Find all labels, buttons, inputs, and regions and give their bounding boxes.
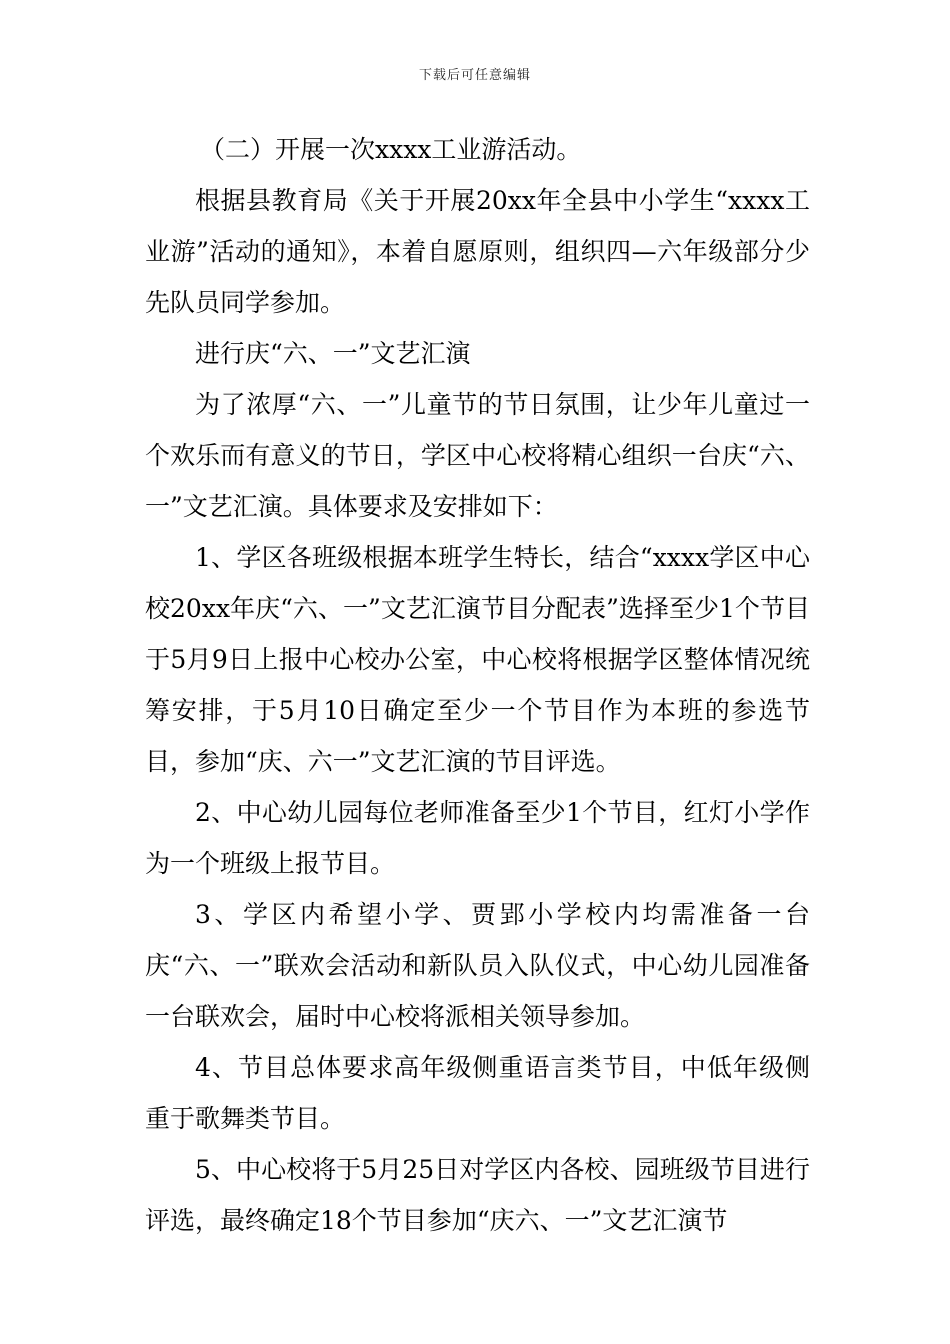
requirement-item-5: 5、中心校将于5月25日对学区内各校、园班级节目进行评选，最终确定18个节目参加“庆六、一”文艺汇演节 <box>145 1155 810 1235</box>
requirement-item-2: 2、中心幼儿园每位老师准备至少1个节目，红灯小学作为一个班级上报节目。 <box>145 798 810 878</box>
requirement-item-3: 3、学区内希望小学、贾郢小学校内均需准备一台庆“六、一”联欢会活动和新队员入队仪式，中心幼儿园准备一台联欢会，届时中心校将派相关领导参加。 <box>145 900 810 1031</box>
page-header: 下载后可任意编辑 <box>418 68 531 83</box>
requirement-item-1: 1、学区各班级根据本班学生特长，结合“xxxx学区中心校20xx年庆“六、一”文艺汇演节目分配表”选择至少1个节目于5月9日上报中心校办公室，中心校将根据学区整体情况统筹安排，于5月10日确定至少一个节目作为本班的参选节目，参加“庆、六一”文艺汇演的节目评选。 <box>145 543 810 776</box>
document-body <box>145 124 810 1246</box>
section-heading-performance: 进行庆“六、一”文艺汇演 <box>195 339 471 368</box>
paragraph-performance-intro: 为了浓厚“六、一”儿童节的节日氛围，让少年儿童过一个欢乐而有意义的节日，学区中心校将精心组织一台庆“六、一”文艺汇演。具体要求及安排如下： <box>145 390 810 521</box>
requirement-item-4: 4、节目总体要求高年级侧重语言类节目，中低年级侧重于歌舞类节目。 <box>145 1053 810 1133</box>
paragraph-industrial-tour: 根据县教育局《关于开展20xx年全县中小学生“xxxx工业游”活动的通知》，本着自愿原则，组织四—六年级部分少先队员同学参加。 <box>145 186 810 317</box>
section-heading-industrial-tour: （二）开展一次xxxx工业游活动。 <box>200 135 582 164</box>
